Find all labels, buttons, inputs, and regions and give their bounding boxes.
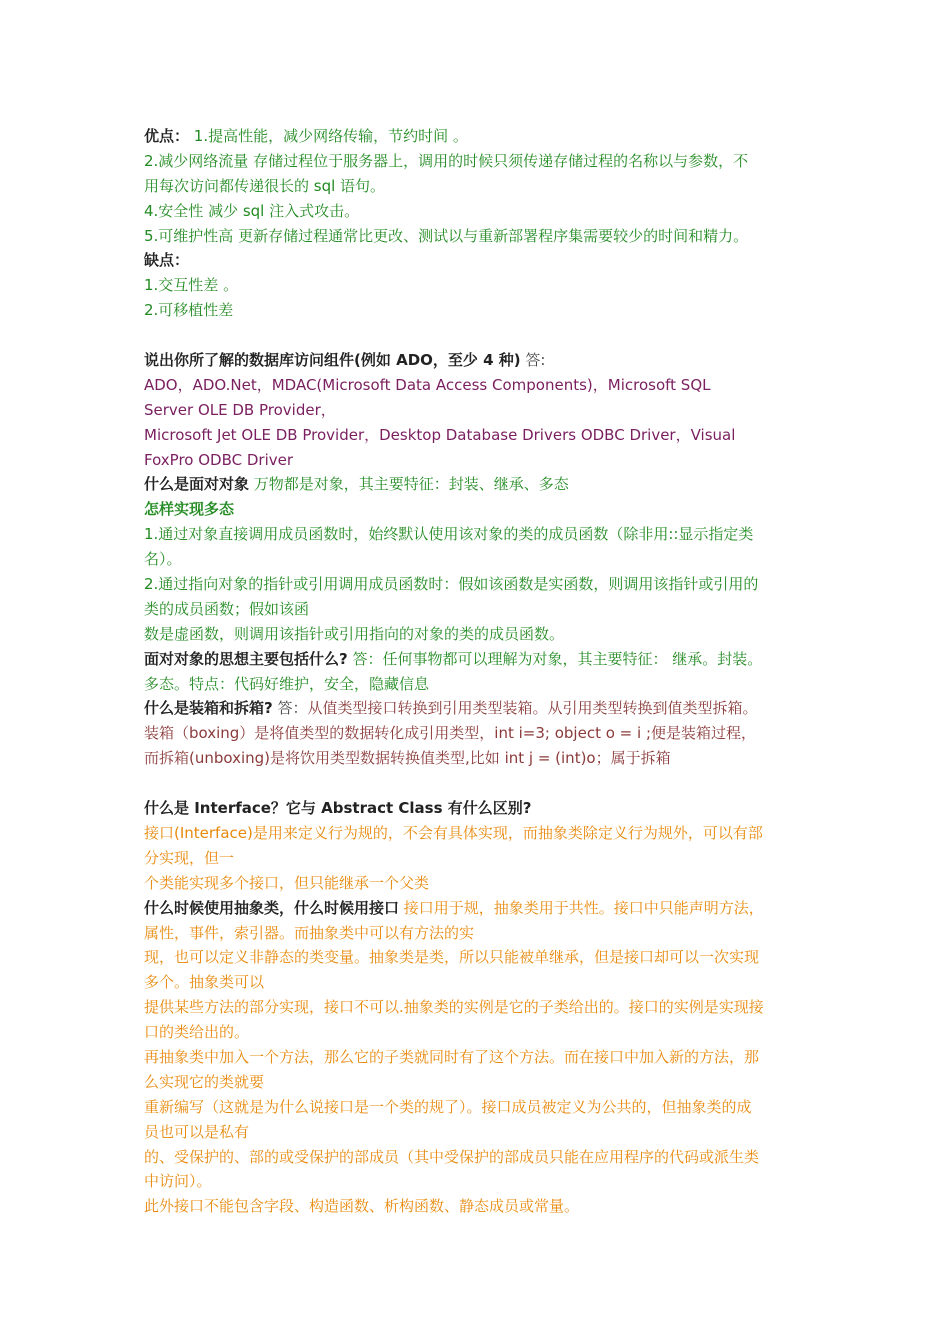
disadvantage-item: 2.可移植性差 [144,301,234,320]
polymorphism-answer: 2.通过指向对象的指针或引用调用成员函数时：假如该函数是实函数，则调用该指针或引用的 [144,575,759,594]
boxing-answer: 而拆箱(unboxing)是将饮用类型数据转换值类型,比如 int j = (int)o；属于拆箱 [144,749,671,768]
polymorphism-answer: 1.通过对象直接调用成员函数时，始终默认使用该对象的类的成员函数（除非用::显示指定类 [144,525,754,544]
spacer [144,771,809,796]
when-abstract-answer: 属性，事件，索引器。而抽象类中可以有方法的实 [144,923,475,942]
interface-answer: 分实现，但一 [144,848,235,867]
when-abstract-answer: 多个。抽象类可以 [144,973,265,992]
interface-question: 什么是 Interface？它与 Abstract Class 有什么区别? [144,799,532,818]
spacer [144,323,809,348]
advantages-line: 优点： 1.提高性能，减少网络传输，节约时间 。 [144,127,468,145]
when-abstract-answer: 现，也可以定义非静态的类变量。抽象类是类，所以只能被单继承，但是接口却可以一次实现 [144,948,760,967]
oop-ideas-line: 面对对象的思想主要包括什么? 答：任何事物都可以理解为对象，其主要特征： 继承。封装。 [144,649,763,668]
when-abstract-answer: 再抽象类中加入一个方法，那么它的子类就同时有了这个方法。而在接口中加入新的方法，那 [144,1047,760,1066]
advantages-title: 优点： [144,127,190,145]
polymorphism-question: 怎样实现多态 [144,500,235,519]
when-abstract-answer: 提供某些方法的部分实现，接口不可以.抽象类的实例是它的子类给出的。接口的实例是实现接 [144,998,764,1017]
oop-definition-question: 什么是面对对象 [144,475,250,494]
disadvantages-title: 缺点： [144,251,190,270]
when-abstract-line: 什么时候使用抽象类，什么时候用接口 接口用于规，抽象类用于共性。接口中只能声明方法， [144,898,764,917]
advantage-item: 4.安全性 减少 sql 注入式攻击。 [144,201,360,220]
oop-definition-line: 什么是面对对象 万物都是对象，其主要特征：封装、继承、多态 [144,475,569,494]
when-abstract-question: 什么时候使用抽象类，什么时候用接口 [144,898,400,917]
when-abstract-answer: 重新编写（这就是为什么说接口是一个类的规了）。接口成员被定义为公共的，但抽象类的成 [144,1097,752,1116]
when-abstract-answer: 么实现它的类就要 [144,1072,265,1091]
polymorphism-answer: 数是虚函数，则调用该指针或引用指向的对象的类的成员函数。 [144,624,565,643]
db-components-answer: ADO，ADO.Net，MDAC(Microsoft Data Access Components)，Microsoft SQL [144,375,711,394]
db-components-answer: Microsoft Jet OLE DB Provider，Desktop Database Drivers ODBC Driver，Visual [144,425,736,444]
when-abstract-answer: 的、受保护的、部的或受保护的部成员（其中受保护的部成员只能在应用程序的代码或派生类 [144,1147,760,1166]
when-abstract-answer: 员也可以是私有 [144,1122,250,1141]
oop-ideas-answer: 多态。特点：代码好维护，安全，隐藏信息 [144,674,430,693]
disadvantage-item: 1.交互性差 。 [144,276,239,295]
interface-answer: 个类能实现多个接口，但只能继承一个父类 [144,873,430,892]
advantage-item: 5.可维护性高 更新存储过程通常比更改、测试以与重新部署程序集需要较少的时间和精力。 [144,226,749,245]
when-abstract-answer: 此外接口不能包含字段、构造函数、析构函数、静态成员或常量。 [144,1197,580,1216]
polymorphism-answer: 名）。 [144,550,182,569]
oop-ideas-question: 面对对象的思想主要包括什么? [144,649,348,668]
when-abstract-answer: 中访问）。 [144,1172,212,1191]
interface-answer: 接口(Interface)是用来定义行为规的，不会有具体实现，而抽象类除定义行为规外，可以有部 [144,823,763,842]
db-components-answer: FoxPro ODBC Driver [144,450,294,469]
db-components-question: 说出你所了解的数据库访问组件(例如 ADO，至少 4 种) [144,351,521,370]
document-page [144,124,809,1219]
advantage-item: 2.减少网络流量 存储过程位于服务器上，调用的时候只须传递存储过程的名称以与参数，不 [144,151,749,170]
boxing-question: 什么是装箱和拆箱? [144,699,273,718]
boxing-line: 什么是装箱和拆箱? 答：从值类型接口转换到引用类型装箱。从引用类型转换到值类型拆箱。 [144,699,758,718]
db-components-question-line: 说出你所了解的数据库访问组件(例如 ADO，至少 4 种) 答: [144,351,546,370]
db-components-answer: Server OLE DB Provider， [144,400,336,419]
polymorphism-answer: 类的成员函数；假如该函 [144,599,310,618]
advantage-item: 用每次访问都传递很长的 sql 语句。 [144,176,386,195]
boxing-answer: 装箱（boxing）是将值类型的数据转化成引用类型，int i=3; object o = i ;便是装箱过程， [144,724,756,743]
when-abstract-answer: 口的类给出的。 [144,1023,250,1042]
